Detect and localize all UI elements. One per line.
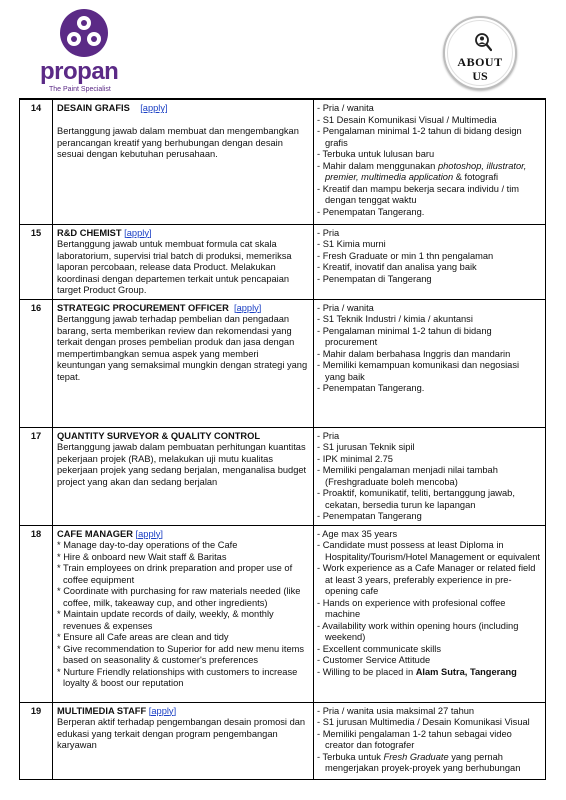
duty-item: * Maintain update records of daily, weekly, & monthly revenues & expenses bbox=[57, 609, 274, 631]
requirement-item: - Penempatan Tangerang. bbox=[317, 206, 425, 217]
requirement-item: - Age max 35 years bbox=[317, 528, 398, 539]
job-title: MULTIMEDIA STAFF bbox=[57, 705, 147, 716]
requirement-item: - Memiliki pengalaman menjadi nilai tambah (Freshgraduate boleh mencoba) bbox=[317, 465, 498, 487]
duty-item: * Nurture Friendly relationships with customers to increase loyalty & boost our reputation bbox=[57, 666, 298, 688]
job-number: 15 bbox=[20, 224, 53, 299]
requirement-item: - Pengalaman minimal 1-2 tahun di bidang design grafis bbox=[317, 126, 522, 148]
job-row bbox=[20, 224, 546, 299]
requirement-item: - Customer Service Attitude bbox=[317, 655, 431, 665]
job-row bbox=[20, 702, 546, 779]
job-title: R&D CHEMIST bbox=[57, 227, 122, 238]
duty-list bbox=[57, 540, 309, 690]
requirement-item: - Pria / wanita bbox=[317, 103, 374, 113]
requirement-item: - Kreatif, inovatif dan analisa yang baik bbox=[317, 262, 477, 272]
duty-item: * Ensure all Cafe areas are clean and tidy bbox=[57, 632, 229, 642]
job-number: 19 bbox=[20, 702, 53, 779]
job-description: Berperan aktif terhadap pengembangan desain promosi dan edukasi yang terkait dengan program pengembangan karyawan bbox=[57, 717, 306, 750]
requirement-item: - Pria bbox=[317, 430, 340, 441]
requirement-item: - S1 jurusan Teknik sipil bbox=[317, 442, 415, 452]
requirement-item: - IPK minimal 2.75 bbox=[317, 453, 393, 464]
apply-link[interactable]: [apply] bbox=[124, 227, 152, 238]
duty-item: * Give recommendation to Superior for add new menu items based on seasonality & customer's preferences bbox=[57, 643, 305, 665]
requirement-item: - S1 jurusan Multimedia / Desain Komunikasi Visual bbox=[317, 717, 530, 727]
brand-tagline: The Paint Specialist bbox=[49, 86, 111, 93]
requirement-item: - Hands on experience with profesional coffee machine bbox=[317, 597, 506, 619]
propan-logo[interactable] bbox=[26, 8, 136, 100]
requirement-item: - Work experience as a Cafe Manager or related field at least 3 years, preferably experience in pre-opening cafe bbox=[317, 563, 536, 596]
requirement-item: - Pria / wanita usia maksimal 27 tahun bbox=[317, 705, 475, 716]
job-title: CAFE MANAGER bbox=[57, 528, 133, 539]
brand-name: propan bbox=[40, 58, 119, 85]
requirement-item: - S1 Desain Komunikasi Visual / Multimedia bbox=[317, 114, 497, 125]
requirement-item: - Pria / wanita bbox=[317, 302, 374, 313]
job-number: 18 bbox=[20, 525, 53, 702]
job-description: Bertanggung jawab dalam membuat dan mengembangkan perancangan kreatif yang berhubungan dengan desain sesuai dengan kebutuhan perusahaan. bbox=[57, 126, 299, 159]
job-requirements-cell bbox=[314, 99, 546, 224]
requirement-item: - Excellent communicate skills bbox=[317, 643, 442, 654]
job-number: 16 bbox=[20, 299, 53, 427]
about-us-line2: US bbox=[472, 69, 488, 83]
job-table bbox=[19, 98, 546, 780]
job-row bbox=[20, 299, 546, 427]
requirement-item: - Memiliki pengalaman 1-2 tahun sebagai video creator dan fotografer bbox=[317, 728, 512, 750]
requirement-item: - Mahir dalam menggunakan photoshop, illustrator, premier, multimedia application & fotografi bbox=[317, 160, 527, 182]
requirement-item: - Candidate must possess at least Diploma in Hospitality/Tourism/Hotel Management or equivalent bbox=[317, 540, 540, 562]
job-row bbox=[20, 427, 546, 525]
job-description-cell bbox=[53, 99, 314, 224]
job-requirements-cell bbox=[314, 427, 546, 525]
requirement-item: - Terbuka untuk lulusan baru bbox=[317, 149, 435, 159]
requirement-item: - S1 Kimia murni bbox=[317, 239, 386, 249]
job-requirements-cell bbox=[314, 224, 546, 299]
propan-logo-icon bbox=[52, 8, 116, 58]
job-number: 14 bbox=[20, 99, 53, 224]
requirement-item: - Willing to be placed in Alam Sutra, Tangerang bbox=[317, 666, 517, 677]
about-us-line1: ABOUT bbox=[457, 55, 503, 69]
requirement-item: - Terbuka untuk Fresh Graduate yang pernah mengerjakan proyek-proyek yang berhubungan bbox=[317, 751, 521, 773]
requirement-item: - Pengalaman minimal 1-2 tahun di bidang procurement bbox=[317, 325, 492, 347]
requirement-item: - Availability work within opening hours (including weekend) bbox=[317, 620, 519, 642]
requirement-item: - Kreatif dan mampu bekerja secara individu / tim dengan tenggat waktu bbox=[317, 183, 520, 205]
job-description-cell bbox=[53, 427, 314, 525]
job-title: STRATEGIC PROCUREMENT OFFICER bbox=[57, 302, 229, 313]
person-search-icon bbox=[474, 32, 492, 52]
requirement-item: - Penempatan Tangerang. bbox=[317, 383, 425, 393]
duty-item: * Hire & onboard new Wait staff & Baritas bbox=[57, 551, 227, 562]
duty-item: * Manage day-to-day operations of the Cafe bbox=[57, 540, 238, 550]
job-requirements-cell bbox=[314, 525, 546, 702]
job-description: Bertanggung jawab dalam pembuatan perhitungan kuantitas pekerjaan projek (RAB), melakukan uji mutu kualitas pekerjaan projek yang sedang berjalan, menganalisa budget project yang akan dan sedang berjalan bbox=[57, 442, 307, 487]
duty-item: * Coordinate with purchasing for raw materials needed (like coffee, milk, takeaway cup, and other ingredients) bbox=[57, 586, 301, 608]
job-description-cell bbox=[53, 299, 314, 427]
duty-item: * Train employees on drink preparation and proper use of coffee equipment bbox=[57, 563, 293, 585]
job-description: Bertanggung jawab untuk membuat formula cat skala laboratorium, supervisi trial batch di produksi, memeriksa laporan percobaan, release data Product. Melakukan koordinasi dengan departemen terkait untuk pencapaian target Product Group. bbox=[57, 239, 292, 295]
job-requirements-cell bbox=[314, 299, 546, 427]
requirement-item: - Fresh Graduate or min 1 thn pengalaman bbox=[317, 250, 494, 261]
about-us-button[interactable] bbox=[443, 16, 517, 90]
apply-link[interactable]: [apply] bbox=[135, 528, 163, 539]
requirement-item: - Memiliki kemampuan komunikasi dan negosiasi yang baik bbox=[317, 360, 520, 382]
apply-link[interactable]: [apply] bbox=[234, 302, 262, 313]
requirement-item: - S1 Teknik Industri / kimia / akuntansi bbox=[317, 314, 473, 324]
job-description-cell bbox=[53, 224, 314, 299]
job-title: DESAIN GRAFIS bbox=[57, 103, 130, 113]
requirement-item: - Proaktif, komunikatif, teliti, bertanggung jawab, cekatan, bersedia turun ke lapangan bbox=[317, 488, 515, 510]
job-title: QUANTITY SURVEYOR & QUALITY CONTROL bbox=[57, 430, 260, 441]
requirement-item: - Penempatan di Tangerang bbox=[317, 273, 432, 284]
requirement-item: - Pria bbox=[317, 227, 340, 238]
job-row bbox=[20, 99, 546, 224]
requirement-item: - Penempatan Tangerang bbox=[317, 511, 422, 521]
job-description: Bertanggung jawab terhadap pembelian dan pengadaan barang, serta memberikan review dan rekomendasi yang terkait dengan proses pembelian produk dan jasa dengan mempertimbangkan semua aspek yang memberi keuntungan yang semaksimal mungkin dengan strategi yang tepat. bbox=[57, 314, 308, 382]
apply-link[interactable]: [apply] bbox=[140, 103, 168, 113]
job-number: 17 bbox=[20, 427, 53, 525]
job-row bbox=[20, 525, 546, 702]
job-description-cell bbox=[53, 702, 314, 779]
apply-link[interactable]: [apply] bbox=[148, 705, 177, 716]
job-requirements-cell bbox=[314, 702, 546, 779]
job-description-cell bbox=[53, 525, 314, 702]
requirement-item: - Mahir dalam berbahasa Inggris dan mandarin bbox=[317, 348, 511, 359]
